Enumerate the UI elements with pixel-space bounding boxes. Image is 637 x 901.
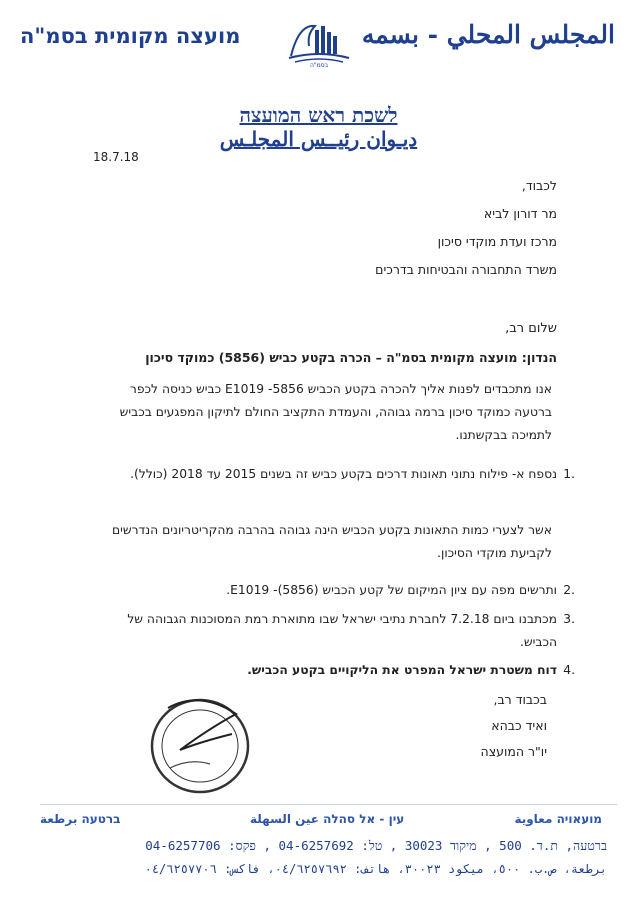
list-item-text: מכתבנו ביום 7.2.18 לחברת נתיבי ישראל שבו מתוארת רמת המסוכנות הגבוהה של הכביש. — [127, 612, 557, 649]
list-item-number: .1 — [563, 467, 575, 481]
footer-address-hebrew: ברטעה, ת.ד. 500 , מיקוד 30023 , טל: 04-6257692 , פקס: 04-6257706 — [145, 838, 607, 853]
list-item-number: .3 — [563, 612, 575, 626]
greeting: שלום רב, — [505, 321, 557, 336]
council-name-arabic: المجلس المحلي - بسمه — [361, 20, 615, 49]
list-item-3 — [95, 608, 575, 654]
office-title-hebrew: לשכת ראש המועצה — [239, 103, 398, 127]
official-stamp — [140, 688, 260, 798]
letter-date: 18.7.18 — [93, 150, 139, 164]
address-name: מר דורון לביא — [483, 206, 557, 221]
list-item-text: נספח א- פילוח נתוני תאונות דרכים בקטע כביש זה בשנים 2015 עד 2018 (כולל). — [130, 467, 557, 481]
list-item-4 — [95, 659, 575, 682]
list-item-1 — [95, 463, 575, 486]
office-title-arabic: ديـوان رئيــس المجلـس — [219, 127, 418, 151]
list-item-number: .2 — [563, 583, 575, 597]
list-item-text: דוח משטרת ישראל המפרט את הליקויים בקטע הכביש. — [247, 663, 557, 677]
council-name-hebrew: מועצה מקומית בסמ"ה — [20, 24, 241, 48]
footer-town-bartaa: ברטעה برطعة — [40, 812, 121, 826]
list-item-2 — [95, 579, 575, 602]
list-item-text: ותרשים מפה עם ציון המיקום של קטע הכביש (5856)- E1019. — [226, 583, 557, 597]
signatory-title: יו"ר המועצה — [480, 744, 547, 759]
subject-line: הנדון: מועצה מקומית בסמ"ה – הכרה בקטע כביש (5856) כמוקד סיכון — [145, 350, 557, 365]
list-item-number: .4 — [563, 663, 575, 677]
address-line2: מרכז ועדת מוקדי סיכון — [437, 234, 557, 249]
address-line3: משרד התחבורה והבטיחות בדרכים — [375, 262, 557, 277]
footer-address-arabic: برطعة، ص.ب. ٥٠٠، ميكود ٣٠٠٢٣، هاتف: ٠٤/٦٢٥٧٦٩٢، فاكس: ٠٤/٦٢٥٧٧٠٦ — [144, 862, 607, 876]
council-logo — [285, 16, 353, 68]
signatory-name: ואיד כבהא — [491, 718, 547, 733]
footer-divider — [40, 804, 617, 805]
footer-town-muawiya: מועאויה معاوية — [514, 812, 602, 826]
footer-town-ein-sahla: עין - אל סהלה عين السهلة — [250, 812, 405, 826]
logo-caption: בסמ"ה — [309, 62, 329, 68]
address-to: לכבוד, — [521, 178, 557, 193]
closing: בכבוד רב, — [493, 692, 547, 707]
intro-paragraph: אנו מתכבדים לפנות אליך להכרה בקטע הכביש 5856- E1019 כביש כניסה לכפר ברטעה כמוקד סיכון ברמה גבוהה, והעמדת התקציב החולם לתיקון המפגעים בכביש לתמיכה בבקשתנו. — [119, 382, 552, 442]
middle-paragraph: אשר לצערי כמות התאונות בקטע הכביש הינה גבוהה בהרבה מהקריטריונים הנדרשים לקביעת מוקדי הסיכון. — [111, 523, 552, 560]
